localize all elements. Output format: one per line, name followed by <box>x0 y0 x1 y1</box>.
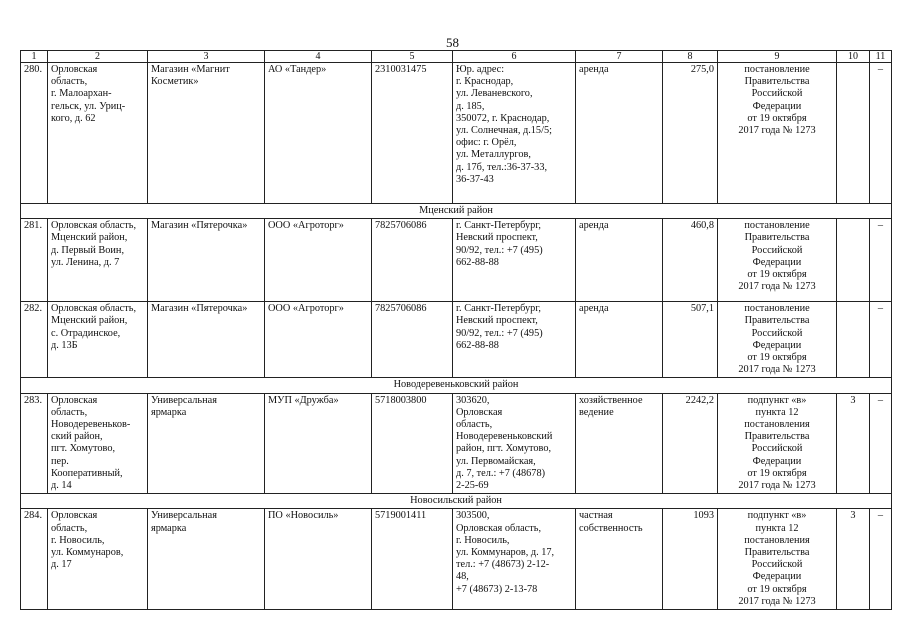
table-row <box>21 219 892 302</box>
area-cell: 2242,2 <box>663 393 718 494</box>
header-cell: 8 <box>663 51 718 63</box>
table-row <box>21 393 892 494</box>
object-line: Универсальная <box>151 510 217 522</box>
basis-line: Правительства <box>744 76 810 88</box>
address-line: пер. <box>51 455 69 467</box>
right-cell <box>576 219 663 302</box>
header-cell: 5 <box>372 51 453 63</box>
col11-cell: – <box>870 63 892 204</box>
contacts-line: Орловская <box>456 406 503 418</box>
contacts-line: г. Санкт-Петербург, <box>456 220 541 232</box>
owner-line: ПО «Новосиль» <box>268 510 339 522</box>
row-number: 283. <box>21 393 48 494</box>
inn-cell: 7825706086 <box>372 219 453 302</box>
table-row <box>21 509 892 610</box>
basis-line: Федерации <box>752 571 802 583</box>
address-line: д. 17 <box>51 559 72 571</box>
object-cell <box>148 302 265 378</box>
object-cell <box>148 393 265 494</box>
object-line: Универсальная <box>151 394 217 406</box>
address-cell <box>48 302 148 378</box>
basis-line: от 19 октября <box>747 352 807 364</box>
right-line: аренда <box>579 64 609 75</box>
address-line: ул. Ленина, д. 7 <box>51 256 120 268</box>
district-row <box>21 204 892 219</box>
right-cell <box>576 509 663 610</box>
basis-line: пункта 12 <box>755 406 799 418</box>
contacts-line: ул. Первомайская, <box>456 455 536 467</box>
object-line: Магазин «Пятерочка» <box>151 303 248 315</box>
contacts-line: Орловская область, <box>456 522 542 534</box>
address-line: г. Новосиль, <box>51 534 105 546</box>
right-line: собственность <box>579 522 643 534</box>
right-cell <box>576 63 663 204</box>
owner-cell <box>265 509 372 610</box>
contacts-line: область, <box>456 419 493 431</box>
address-line: Мценский район, <box>51 232 128 244</box>
row-number: 282. <box>21 302 48 378</box>
column-number-row <box>21 51 892 63</box>
contacts-line: ул. Металлургов, <box>456 149 531 161</box>
owner-line: ООО «Агроторг» <box>268 303 344 315</box>
object-line: ярмарка <box>151 406 187 418</box>
right-line: ведение <box>579 406 614 418</box>
header-cell: 2 <box>48 51 148 63</box>
address-cell <box>48 509 148 610</box>
contacts-cell <box>453 302 576 378</box>
header-cell: 1 <box>21 51 48 63</box>
basis-line: Федерации <box>752 100 802 112</box>
row-number: 284. <box>21 509 48 610</box>
col10-cell: 3 <box>837 393 870 494</box>
table-row <box>21 63 892 204</box>
address-line: область, <box>51 522 88 534</box>
address-cell <box>48 63 148 204</box>
right-cell <box>576 302 663 378</box>
object-line: Магазин «Магнит <box>151 64 230 75</box>
object-cell <box>148 63 265 204</box>
contacts-line: Юр. адрес: <box>456 64 505 75</box>
right-cell <box>576 393 663 494</box>
contacts-line: ул. Коммунаров, д. 17, <box>456 547 555 559</box>
district-row <box>21 494 892 509</box>
address-line: Мценский район, <box>51 315 128 327</box>
contacts-cell <box>453 509 576 610</box>
contacts-line: 662-88-88 <box>456 256 499 268</box>
district-row <box>21 378 892 393</box>
basis-line: 2017 года № 1273 <box>738 480 816 492</box>
page-number: 58 <box>446 35 459 50</box>
address-line: д. 13Б <box>51 339 78 351</box>
basis-line: Правительства <box>744 547 810 559</box>
contacts-line: 662-88-88 <box>456 339 499 351</box>
basis-line: Федерации <box>752 256 802 268</box>
object-cell <box>148 509 265 610</box>
registry-table <box>20 50 892 610</box>
contacts-cell <box>453 219 576 302</box>
address-line: кого, д. 62 <box>51 112 96 124</box>
basis-cell <box>718 393 837 494</box>
address-line: Орловская область, <box>51 303 137 315</box>
basis-line: Российской <box>751 443 803 455</box>
district-heading: Новосильский район <box>21 494 892 509</box>
header-cell: 9 <box>718 51 837 63</box>
address-line: ский район, <box>51 431 103 443</box>
header-cell: 4 <box>265 51 372 63</box>
address-line: Кооперативный, <box>51 467 123 479</box>
basis-line: 2017 года № 1273 <box>738 595 816 607</box>
contacts-line: Новодеревеньковский <box>456 431 553 443</box>
address-cell <box>48 393 148 494</box>
contacts-line: д. 185, <box>456 100 485 112</box>
basis-cell <box>718 219 837 302</box>
header-cell: 6 <box>453 51 576 63</box>
right-line: аренда <box>579 220 609 232</box>
basis-line: Правительства <box>744 232 810 244</box>
basis-line: от 19 октября <box>747 269 807 281</box>
contacts-line: Невский проспект, <box>456 232 538 244</box>
basis-line: от 19 октября <box>747 112 807 124</box>
area-cell: 460,8 <box>663 219 718 302</box>
object-cell <box>148 219 265 302</box>
area-cell: 507,1 <box>663 302 718 378</box>
owner-cell <box>265 393 372 494</box>
basis-line: Российской <box>751 559 803 571</box>
col10-cell <box>837 302 870 378</box>
contacts-line: г. Краснодар, <box>456 76 514 88</box>
object-line: ярмарка <box>151 522 187 534</box>
address-line: ул. Коммунаров, <box>51 547 124 559</box>
area-cell: 1093 <box>663 509 718 610</box>
basis-line: Российской <box>751 88 803 100</box>
address-line: область, <box>51 76 88 88</box>
col11-cell: – <box>870 509 892 610</box>
owner-cell <box>265 219 372 302</box>
address-line: д. 14 <box>51 480 72 492</box>
contacts-line: д. 7, тел.: +7 (48678) <box>456 467 546 479</box>
right-line: хозяйственное <box>579 394 643 406</box>
district-heading: Новодеревеньковский район <box>21 378 892 393</box>
contacts-line: 48, <box>456 571 469 583</box>
contacts-line: 350072, г. Краснодар, <box>456 112 550 124</box>
contacts-line: 90/92, тел.: +7 (495) <box>456 327 543 339</box>
object-line: Магазин «Пятерочка» <box>151 220 248 232</box>
owner-cell <box>265 302 372 378</box>
basis-cell <box>718 63 837 204</box>
basis-line: 2017 года № 1273 <box>738 364 816 376</box>
contacts-line: 2-25-69 <box>456 480 489 492</box>
address-line: г. Малоархан- <box>51 88 112 100</box>
object-line: Косметик» <box>151 76 199 88</box>
basis-line: пункта 12 <box>755 522 799 534</box>
owner-cell <box>265 63 372 204</box>
address-line: д. Первый Воин, <box>51 244 125 256</box>
area-cell: 275,0 <box>663 63 718 204</box>
address-line: Орловская <box>51 64 98 75</box>
inn-cell: 5718003800 <box>372 393 453 494</box>
basis-line: от 19 октября <box>747 583 807 595</box>
address-line: Орловская <box>51 394 98 406</box>
header-cell: 10 <box>837 51 870 63</box>
basis-line: постановления <box>744 419 810 431</box>
basis-line: постановление <box>744 303 810 315</box>
address-line: с. Отрадинское, <box>51 327 121 339</box>
address-line: Новодеревеньков- <box>51 419 131 431</box>
table-row <box>21 302 892 378</box>
basis-line: Российской <box>751 327 803 339</box>
basis-line: 2017 года № 1273 <box>738 281 816 293</box>
basis-line: Федерации <box>752 455 802 467</box>
district-heading: Мценский район <box>21 204 892 219</box>
basis-line: подпункт «в» <box>747 510 807 522</box>
address-line: пгт. Хомутово, <box>51 443 116 455</box>
basis-line: 2017 года № 1273 <box>738 125 816 137</box>
address-line: гельск, ул. Уриц- <box>51 100 126 112</box>
contacts-line: ул. Леваневского, <box>456 88 533 100</box>
row-number: 280. <box>21 63 48 204</box>
row-number: 281. <box>21 219 48 302</box>
header-cell: 3 <box>148 51 265 63</box>
contacts-line: г. Санкт-Петербург, <box>456 303 541 315</box>
address-line: Орловская область, <box>51 220 137 232</box>
basis-line: Правительства <box>744 431 810 443</box>
basis-line: от 19 октября <box>747 467 807 479</box>
contacts-line: Невский проспект, <box>456 315 538 327</box>
col11-cell: – <box>870 302 892 378</box>
inn-cell: 7825706086 <box>372 302 453 378</box>
right-line: частная <box>579 510 613 522</box>
basis-line: Правительства <box>744 315 810 327</box>
right-line: аренда <box>579 303 609 315</box>
address-line: Орловская <box>51 510 98 522</box>
basis-line: Федерации <box>752 339 802 351</box>
contacts-line: район, пгт. Хомутово, <box>456 443 552 455</box>
owner-line: АО «Тандер» <box>268 64 327 75</box>
owner-line: МУП «Дружба» <box>268 394 339 406</box>
contacts-line: ул. Солнечная, д.15/5; <box>456 125 552 137</box>
basis-line: постановление <box>744 64 810 75</box>
basis-cell <box>718 509 837 610</box>
inn-cell: 5719001411 <box>372 509 453 610</box>
contacts-line: д. 17б, тел.:36-37-33, <box>456 161 548 173</box>
col10-cell <box>837 219 870 302</box>
address-line: область, <box>51 406 88 418</box>
col10-cell: 3 <box>837 509 870 610</box>
contacts-line: 303500, <box>456 510 490 522</box>
basis-line: подпункт «в» <box>747 394 807 406</box>
address-cell <box>48 219 148 302</box>
header-cell: 7 <box>576 51 663 63</box>
contacts-line: 90/92, тел.: +7 (495) <box>456 244 543 256</box>
header-cell: 11 <box>870 51 892 63</box>
col10-cell <box>837 63 870 204</box>
contacts-cell <box>453 393 576 494</box>
contacts-line: 36-37-43 <box>456 173 494 185</box>
inn-cell: 2310031475 <box>372 63 453 204</box>
contacts-line: 303620, <box>456 394 490 406</box>
basis-line: Российской <box>751 244 803 256</box>
contacts-cell <box>453 63 576 204</box>
basis-cell <box>718 302 837 378</box>
col11-cell: – <box>870 219 892 302</box>
basis-line: постановление <box>744 220 810 232</box>
owner-line: ООО «Агроторг» <box>268 220 344 232</box>
basis-line: постановления <box>744 534 810 546</box>
col11-cell: – <box>870 393 892 494</box>
contacts-line: +7 (48673) 2-13-78 <box>456 583 538 595</box>
contacts-line: офис: г. Орёл, <box>456 137 517 149</box>
contacts-line: г. Новосиль, <box>456 534 510 546</box>
contacts-line: тел.: +7 (48673) 2-12- <box>456 559 550 571</box>
